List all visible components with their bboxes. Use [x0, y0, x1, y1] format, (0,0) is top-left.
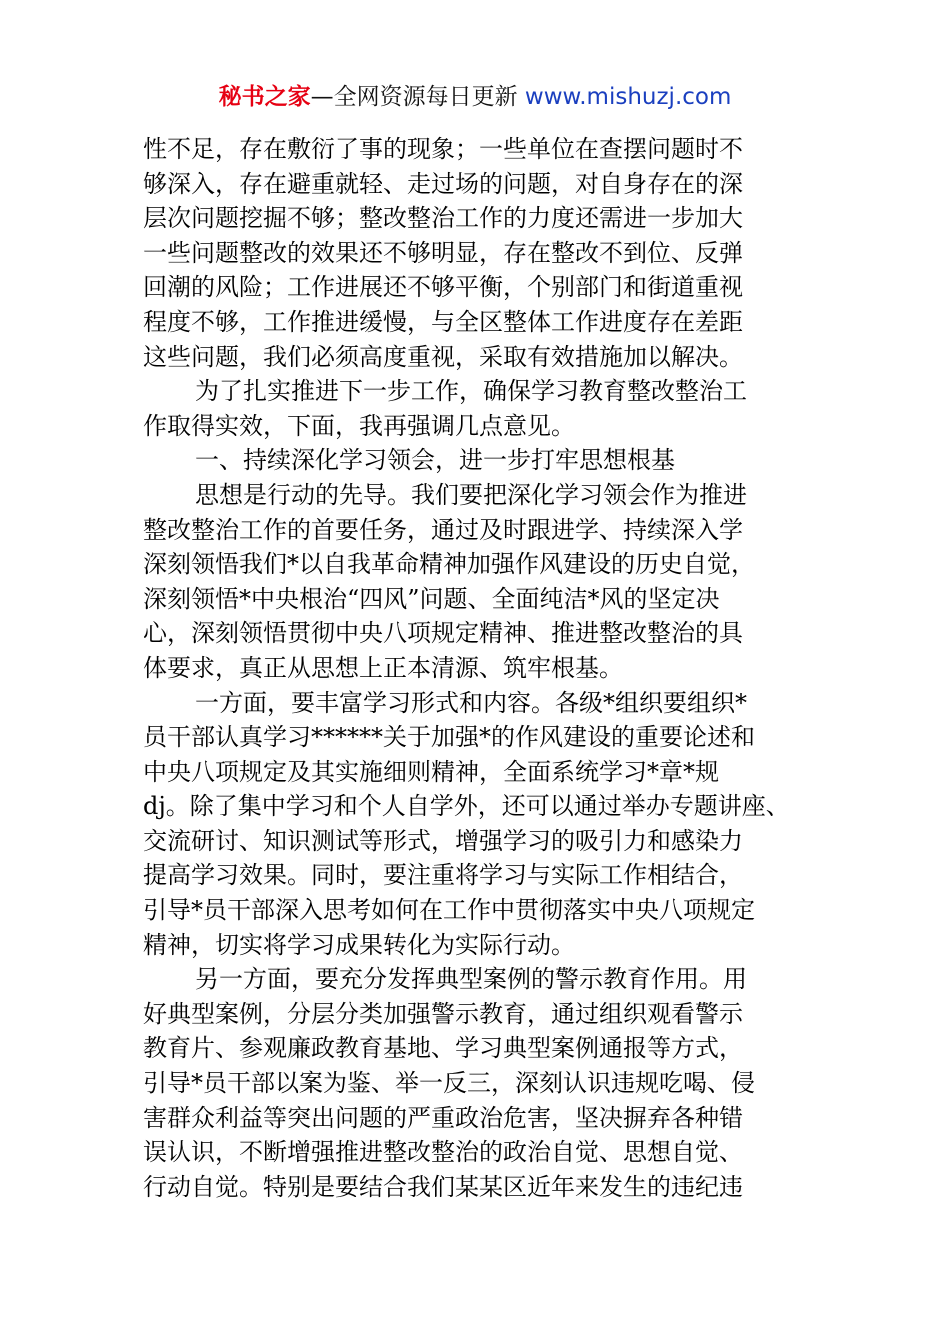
site-url-link[interactable]: www.mishuzj.com — [524, 84, 732, 110]
text-line: 好典型案例，分层分类加强警示教育，通过组织观看警示 — [143, 999, 743, 1028]
text-line: 中央八项规定及其实施细则精神，全面系统学习*章*规 — [143, 757, 719, 786]
text-line: 作取得实效，下面，我再强调几点意见。 — [143, 411, 575, 440]
text-line: 引导*员干部以案为鉴、举一反三，深刻认识违规吃喝、侵 — [143, 1069, 755, 1098]
text-line: 另一方面，要充分发挥典型案例的警示教育作用。用 — [195, 965, 747, 994]
site-brand: 秘书之家 — [218, 84, 311, 110]
site-header — [0, 80, 950, 114]
text-line: 误认识，不断增强推进整改整治的政治自觉、思想自觉、 — [143, 1138, 743, 1167]
text-line: 一些问题整改的效果还不够明显，存在整改不到位、反弹 — [143, 238, 743, 267]
text-line: 深刻领悟我们*以自我革命精神加强作风建设的历史自觉， — [143, 550, 755, 579]
text-line: 深刻领悟*中央根治“四风”问题、全面纯洁*风的坚定决 — [143, 584, 720, 613]
text-line: 整改整治工作的首要任务，通过及时跟进学、持续深入学 — [143, 515, 743, 544]
text-line: 体要求，真正从思想上正本清源、筑牢根基。 — [143, 653, 623, 682]
text-line: 层次问题挖掘不够；整改整治工作的力度还需进一步加大 — [143, 204, 743, 233]
text-line: 精神，切实将学习成果转化为实际行动。 — [143, 930, 575, 959]
document-body — [143, 132, 813, 1204]
text-line: 回潮的风险；工作进展还不够平衡，个别部门和街道重视 — [143, 273, 743, 302]
text-line: 性不足，存在敷衍了事的现象；一些单位在查摆问题时不 — [143, 135, 743, 163]
text-line: 引导*员干部深入思考如何在工作中贯彻落实中央八项规定 — [143, 896, 755, 925]
text-line: 心，深刻领悟贯彻中央八项规定精神、推进整改整治的具 — [143, 619, 743, 648]
text-line: 员干部认真学习******关于加强*的作风建设的重要论述和 — [143, 723, 755, 752]
text-line: 教育片、参观廉政教育基地、学习典型案例通报等方式， — [143, 1034, 743, 1063]
text-line: 程度不够，工作推进缓慢，与全区整体工作进度存在差距 — [143, 307, 743, 336]
text-line: 这些问题，我们必须高度重视，采取有效措施加以解决。 — [143, 342, 743, 371]
text-line: 够深入，存在避重就轻、走过场的问题，对自身存在的深 — [143, 169, 743, 198]
text-line: 为了扎实推进下一步工作，确保学习教育整改整治工 — [195, 377, 747, 406]
text-line: 交流研讨、知识测试等形式，增强学习的吸引力和感染力 — [143, 826, 743, 855]
site-tagline: —全网资源每日更新 — [310, 84, 525, 110]
text-line: 行动自觉。特别是要结合我们某某区近年来发生的违纪违 — [143, 1172, 743, 1201]
text-line: 一、持续深化学习领会，进一步打牢思想根基 — [195, 446, 675, 475]
text-line: 提高学习效果。同时，要注重将学习与实际工作相结合， — [143, 861, 743, 890]
text-line: 害群众利益等突出问题的严重政治危害，坚决摒弃各种错 — [143, 1103, 743, 1132]
text-line: dj。除了集中学习和个人自学外，还可以通过举办专题讲座、 — [143, 792, 790, 821]
text-line: 一方面，要丰富学习形式和内容。各级*组织要组织* — [195, 688, 747, 717]
text-line: 思想是行动的先导。我们要把深化学习领会作为推进 — [195, 480, 747, 509]
